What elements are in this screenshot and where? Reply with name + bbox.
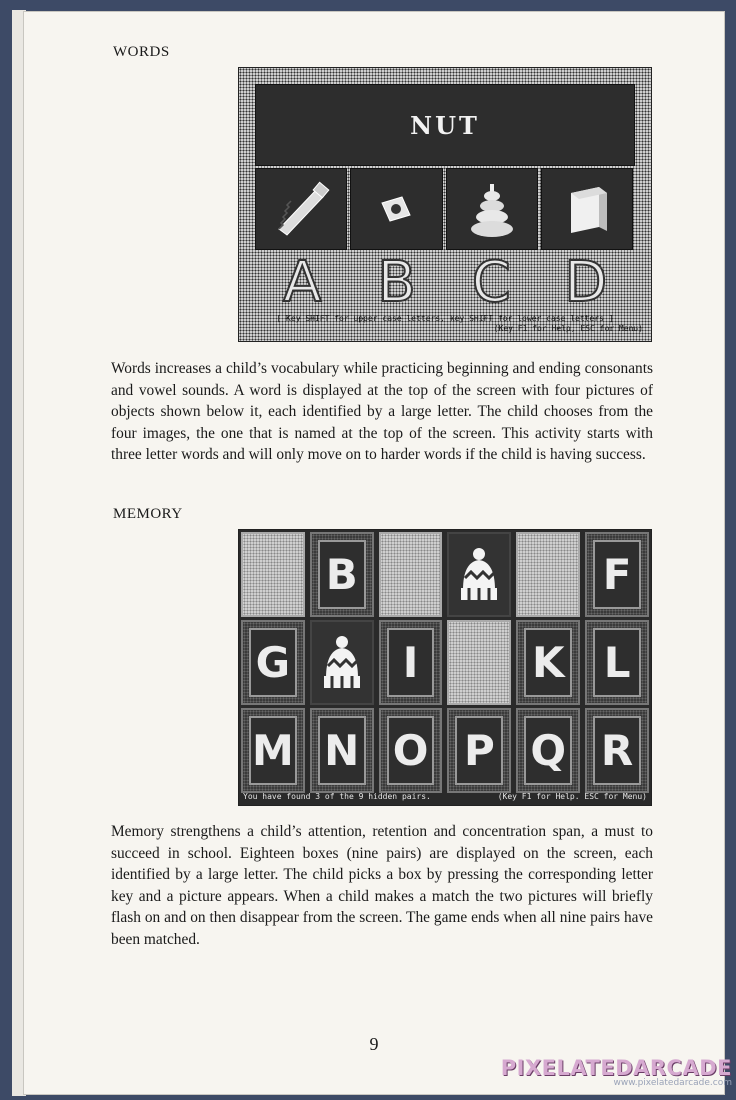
choice-b[interactable]: B xyxy=(377,250,416,315)
box-icon xyxy=(376,189,416,229)
watermark xyxy=(501,1056,732,1088)
words-paragraph: Words increases a child’s vocabulary while practicing beginning and ending consonants and vowel sounds. A word is displayed at the top of the screen with four pictures of objects shown below it, each identified by a large letter. The child chooses from the four images, the one that is named at the top of the screen. This activity starts with three letter words and will only move on to harder words if the child is having success. xyxy=(111,360,653,463)
saw-icon xyxy=(271,179,331,239)
memory-grid xyxy=(241,532,649,793)
memory-status-bar xyxy=(243,789,647,803)
watermark-url: www.pixelatedarcade.com xyxy=(613,1078,732,1088)
word-banner xyxy=(255,84,635,166)
choice-d[interactable]: D xyxy=(564,250,608,315)
words-screenshot xyxy=(238,67,652,342)
choice-a[interactable]: A xyxy=(283,250,322,315)
picture-row xyxy=(255,168,633,250)
tile-blank xyxy=(379,532,443,617)
tile-f[interactable]: F xyxy=(585,532,649,617)
tile-l[interactable]: L xyxy=(585,620,649,705)
memory-screenshot xyxy=(238,529,652,806)
tile-m[interactable]: M xyxy=(241,708,305,793)
tile-g[interactable]: G xyxy=(241,620,305,705)
words-status-line2: (Key F1 for Help, ESC for Menu) xyxy=(493,324,643,333)
choice-letters xyxy=(255,250,633,315)
hat-icon xyxy=(316,632,368,694)
page-number: 9 xyxy=(369,1034,379,1054)
help-hint: (Key F1 for Help. ESC for Menu) xyxy=(497,791,647,801)
picture-d xyxy=(541,168,633,250)
ring-stack-icon xyxy=(466,178,518,240)
tile-r[interactable]: R xyxy=(585,708,649,793)
words-status-line1: [ Key SHIFT for upper case letters, key SHIFT for lower case letters ] xyxy=(276,314,614,323)
tile-b[interactable]: B xyxy=(310,532,374,617)
picture-c xyxy=(446,168,538,250)
words-heading: WORDS xyxy=(113,44,170,60)
tile-hat xyxy=(310,620,374,705)
picture-a xyxy=(255,168,347,250)
memory-paragraph: Memory strengthens a child’s attention, retention and concentration span, a must to succeed in school. Eighteen boxes (nine pairs) are displayed on the screen, each identified by a large letter. The child picks a box by pressing the corresponding letter key and a picture appears. When a child makes a match the two pictures will briefly flash on and on then disappear from the screen. The game ends when all nine pairs have been matched. xyxy=(111,823,653,948)
hat-icon xyxy=(453,544,505,606)
tile-n[interactable]: N xyxy=(310,708,374,793)
watermark-brand: PIXELATEDARCADE xyxy=(500,1056,732,1080)
cube-icon xyxy=(559,179,615,239)
pairs-found-status: You have found 3 of the 9 hidden pairs. xyxy=(243,791,431,801)
tile-i[interactable]: I xyxy=(379,620,443,705)
target-word: NUT xyxy=(410,110,480,140)
picture-b xyxy=(350,168,442,250)
tile-blank xyxy=(447,620,511,705)
manual-page xyxy=(24,12,724,1094)
memory-heading: MEMORY xyxy=(113,506,183,522)
words-status-bar xyxy=(243,314,647,338)
tile-hat xyxy=(447,532,511,617)
tile-blank xyxy=(241,532,305,617)
tile-o[interactable]: O xyxy=(379,708,443,793)
tile-p[interactable]: P xyxy=(447,708,511,793)
tile-q[interactable]: Q xyxy=(516,708,580,793)
choice-c[interactable]: C xyxy=(471,250,511,315)
tile-k[interactable]: K xyxy=(516,620,580,705)
tile-blank xyxy=(516,532,580,617)
